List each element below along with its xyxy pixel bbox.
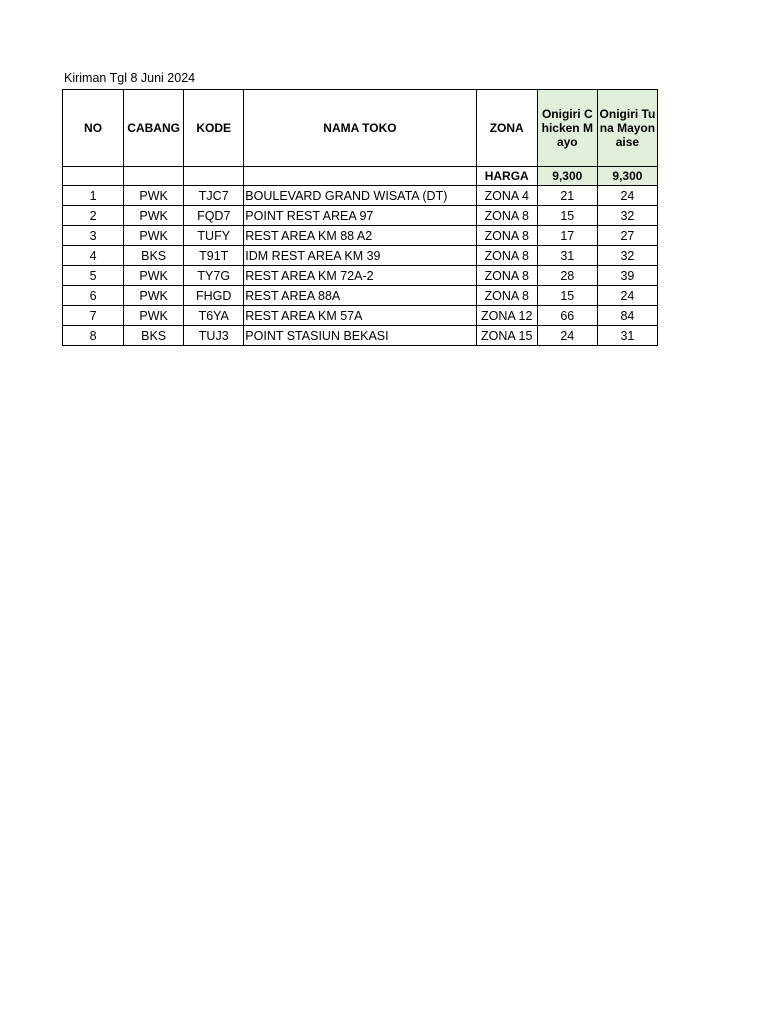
qty-tuna-mayonaise-cell[interactable]: 24 bbox=[597, 186, 657, 206]
no-cell[interactable]: 8 bbox=[63, 326, 124, 346]
shipment-table bbox=[62, 89, 658, 346]
header-onigiri-tuna-mayonaise[interactable]: Onigiri Tuna Mayonaise bbox=[597, 90, 657, 167]
no-cell[interactable]: 6 bbox=[63, 286, 124, 306]
price-row bbox=[63, 167, 658, 186]
no-cell[interactable]: 7 bbox=[63, 306, 124, 326]
table-row bbox=[63, 246, 658, 266]
kode-cell[interactable]: FQD7 bbox=[184, 206, 244, 226]
nama-toko-cell[interactable]: IDM REST AREA KM 39 bbox=[244, 246, 476, 266]
qty-chicken-mayo-cell[interactable]: 66 bbox=[537, 306, 597, 326]
qty-chicken-mayo-cell[interactable]: 31 bbox=[537, 246, 597, 266]
qty-chicken-mayo-cell[interactable]: 15 bbox=[537, 286, 597, 306]
price-chicken-mayo-cell[interactable]: 9,300 bbox=[537, 167, 597, 186]
zona-cell[interactable]: ZONA 15 bbox=[476, 326, 537, 346]
qty-tuna-mayonaise-cell[interactable]: 27 bbox=[597, 226, 657, 246]
no-cell[interactable]: 5 bbox=[63, 266, 124, 286]
nama-toko-cell[interactable]: BOULEVARD GRAND WISATA (DT) bbox=[244, 186, 476, 206]
cabang-cell[interactable]: PWK bbox=[124, 206, 184, 226]
price-label-cell[interactable]: HARGA bbox=[476, 167, 537, 186]
header-zona[interactable]: ZONA bbox=[476, 90, 537, 167]
qty-chicken-mayo-cell[interactable]: 17 bbox=[537, 226, 597, 246]
table-row bbox=[63, 226, 658, 246]
zona-cell[interactable]: ZONA 12 bbox=[476, 306, 537, 326]
zona-cell[interactable]: ZONA 8 bbox=[476, 286, 537, 306]
empty-cell[interactable] bbox=[63, 167, 124, 186]
qty-tuna-mayonaise-cell[interactable]: 32 bbox=[597, 206, 657, 226]
kode-cell[interactable]: TJC7 bbox=[184, 186, 244, 206]
zona-cell[interactable]: ZONA 8 bbox=[476, 246, 537, 266]
table-row bbox=[63, 266, 658, 286]
nama-toko-cell[interactable]: POINT STASIUN BEKASI bbox=[244, 326, 476, 346]
nama-toko-cell[interactable]: REST AREA KM 88 A2 bbox=[244, 226, 476, 246]
kode-cell[interactable]: FHGD bbox=[184, 286, 244, 306]
zona-cell[interactable]: ZONA 8 bbox=[476, 266, 537, 286]
price-tuna-mayonaise-cell[interactable]: 9,300 bbox=[597, 167, 657, 186]
zona-cell[interactable]: ZONA 4 bbox=[476, 186, 537, 206]
cabang-cell[interactable]: BKS bbox=[124, 246, 184, 266]
sheet-title: Kiriman Tgl 8 Juni 2024 bbox=[64, 71, 196, 85]
qty-tuna-mayonaise-cell[interactable]: 31 bbox=[597, 326, 657, 346]
zona-cell[interactable]: ZONA 8 bbox=[476, 206, 537, 226]
empty-cell[interactable] bbox=[124, 167, 184, 186]
empty-cell[interactable] bbox=[184, 167, 244, 186]
cabang-cell[interactable]: PWK bbox=[124, 226, 184, 246]
cabang-cell[interactable]: BKS bbox=[124, 326, 184, 346]
qty-tuna-mayonaise-cell[interactable]: 32 bbox=[597, 246, 657, 266]
zona-cell[interactable]: ZONA 8 bbox=[476, 226, 537, 246]
nama-toko-cell[interactable]: REST AREA KM 57A bbox=[244, 306, 476, 326]
table-row bbox=[63, 286, 658, 306]
qty-tuna-mayonaise-cell[interactable]: 24 bbox=[597, 286, 657, 306]
kode-cell[interactable]: T91T bbox=[184, 246, 244, 266]
no-cell[interactable]: 4 bbox=[63, 246, 124, 266]
header-onigiri-chicken-mayo[interactable]: Onigiri Chicken Mayo bbox=[537, 90, 597, 167]
cabang-cell[interactable]: PWK bbox=[124, 286, 184, 306]
qty-chicken-mayo-cell[interactable]: 15 bbox=[537, 206, 597, 226]
table-row bbox=[63, 326, 658, 346]
table-row bbox=[63, 206, 658, 226]
kode-cell[interactable]: TY7G bbox=[184, 266, 244, 286]
nama-toko-cell[interactable]: POINT REST AREA 97 bbox=[244, 206, 476, 226]
table-row bbox=[63, 186, 658, 206]
no-cell[interactable]: 2 bbox=[63, 206, 124, 226]
cabang-cell[interactable]: PWK bbox=[124, 266, 184, 286]
qty-chicken-mayo-cell[interactable]: 21 bbox=[537, 186, 597, 206]
qty-tuna-mayonaise-cell[interactable]: 84 bbox=[597, 306, 657, 326]
nama-toko-cell[interactable]: REST AREA 88A bbox=[244, 286, 476, 306]
no-cell[interactable]: 1 bbox=[63, 186, 124, 206]
qty-chicken-mayo-cell[interactable]: 28 bbox=[537, 266, 597, 286]
kode-cell[interactable]: TUFY bbox=[184, 226, 244, 246]
cabang-cell[interactable]: PWK bbox=[124, 186, 184, 206]
qty-chicken-mayo-cell[interactable]: 24 bbox=[537, 326, 597, 346]
header-nama-toko[interactable]: NAMA TOKO bbox=[244, 90, 476, 167]
header-kode[interactable]: KODE bbox=[184, 90, 244, 167]
nama-toko-cell[interactable]: REST AREA KM 72A-2 bbox=[244, 266, 476, 286]
header-no[interactable]: NO bbox=[63, 90, 124, 167]
empty-cell[interactable] bbox=[244, 167, 476, 186]
no-cell[interactable]: 3 bbox=[63, 226, 124, 246]
header-row bbox=[63, 90, 658, 167]
table-row bbox=[63, 306, 658, 326]
qty-tuna-mayonaise-cell[interactable]: 39 bbox=[597, 266, 657, 286]
kode-cell[interactable]: TUJ3 bbox=[184, 326, 244, 346]
header-cabang[interactable]: CABANG bbox=[124, 90, 184, 167]
kode-cell[interactable]: T6YA bbox=[184, 306, 244, 326]
cabang-cell[interactable]: PWK bbox=[124, 306, 184, 326]
